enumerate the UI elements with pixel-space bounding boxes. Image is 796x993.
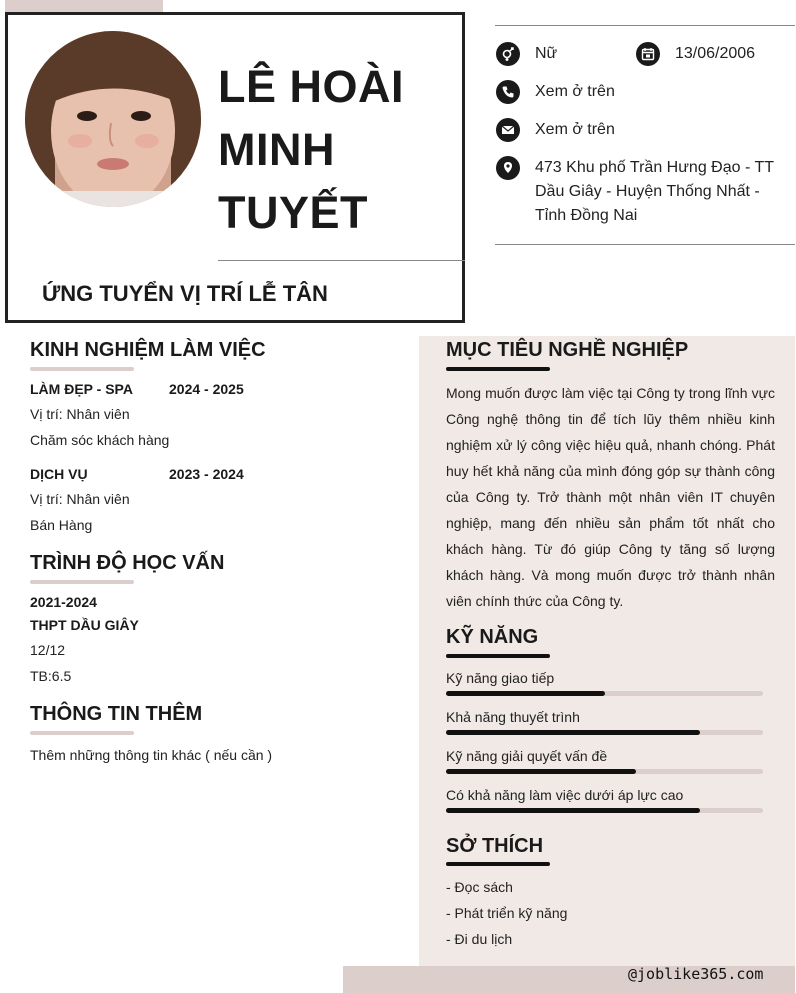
extra-text: Thêm những thông tin khác ( nếu cần ) (30, 747, 273, 763)
phone-value: Xem ở trên (535, 83, 615, 100)
footer-watermark: @joblike365.com (628, 965, 764, 983)
experience-desc: Chăm sóc khách hàng (30, 432, 170, 448)
avatar (25, 31, 201, 207)
address-line-2: Dầu Giây - Huyện Thống Nhất - (535, 183, 760, 200)
skill-bar (446, 769, 763, 774)
name-line-1: LÊ HOÀI (218, 61, 405, 112)
gender-icon (496, 42, 520, 66)
skill-bar (446, 808, 763, 813)
skills-title: KỸ NĂNG (446, 626, 539, 648)
education-title: TRÌNH ĐỘ HỌC VẤN (30, 552, 225, 574)
skill-bar-fill (446, 691, 605, 696)
phone-icon (496, 80, 520, 104)
gender-value: Nữ (535, 45, 558, 62)
position-title: ỨNG TUYỂN VỊ TRÍ LỄ TÂN (42, 281, 328, 306)
skill-bar-fill (446, 730, 700, 735)
contact-rule-bottom (495, 244, 795, 245)
hobbies-underline (446, 862, 550, 866)
contact-rule-top (495, 25, 795, 26)
experience-company: LÀM ĐẸP - SPA (30, 381, 133, 397)
education-grade: 12/12 (30, 642, 66, 658)
name-line-3: TUYẾT (218, 187, 369, 238)
email-value: Xem ở trên (535, 121, 615, 138)
calendar-icon (636, 42, 660, 66)
address-line-1: 473 Khu phố Trần Hưng Đạo - TT (535, 159, 774, 176)
hobby-item: - Phát triển kỹ năng (446, 905, 568, 921)
name-divider (218, 260, 465, 261)
skill-bar-fill (446, 769, 636, 774)
skill-label: Khả năng thuyết trình (446, 709, 580, 725)
skill-bar (446, 691, 763, 696)
skill-label: Có khả năng làm việc dưới áp lực cao (446, 787, 684, 803)
education-school: THPT DẦU GIÂY (30, 617, 139, 633)
experience-underline (30, 367, 134, 371)
experience-desc: Bán Hàng (30, 517, 93, 533)
name-line-2: MINH (218, 124, 335, 175)
skills-underline (446, 654, 550, 658)
objective-underline (446, 367, 550, 371)
skill-bar-fill (446, 808, 700, 813)
experience-period: 2023 - 2024 (169, 466, 244, 482)
avatar-photo (25, 31, 201, 207)
objective-title: MỤC TIÊU NGHỀ NGHIỆP (446, 339, 689, 361)
education-underline (30, 580, 134, 584)
extra-title: THÔNG TIN THÊM (30, 703, 203, 725)
experience-period: 2024 - 2025 (169, 381, 244, 397)
extra-underline (30, 731, 134, 735)
experience-company: DỊCH VỤ (30, 466, 88, 482)
dob-value: 13/06/2006 (675, 45, 756, 62)
education-gpa: TB:6.5 (30, 668, 72, 684)
hobby-item: - Đọc sách (446, 879, 513, 895)
objective-text: Mong muốn được làm việc tại Công ty trong lĩnh vực Công nghệ thông tin để tích lũy thêm nhiều kinh nghiệm xử lý công việc hiệu quả, nhanh chóng. Phát huy hết khả năng của mình đóng góp sự thành công của Công ty. Trở thành một nhân viên IT chuyên nghiệp, mang đến nhiều sản phẩm tốt nhất cho khách hàng. Từ đó giúp Công ty tăng số lượng khách hàng. Và mong muốn được trở thành nhân viên chính thức của Công ty. (446, 385, 775, 609)
experience-title: KINH NGHIỆM LÀM VIỆC (30, 339, 266, 361)
experience-role: Vị trí: Nhân viên (30, 406, 130, 422)
skill-bar (446, 730, 763, 735)
mail-icon (496, 118, 520, 142)
hobby-item: - Đi du lịch (446, 931, 513, 947)
hobbies-title: SỞ THÍCH (446, 835, 544, 857)
address-line-3: Tỉnh Đồng Nai (535, 207, 638, 224)
location-pin-icon (496, 156, 520, 180)
education-period: 2021-2024 (30, 594, 97, 610)
skill-label: Kỹ năng giao tiếp (446, 670, 555, 686)
experience-role: Vị trí: Nhân viên (30, 491, 130, 507)
skill-label: Kỹ năng giải quyết vấn đề (446, 748, 608, 764)
